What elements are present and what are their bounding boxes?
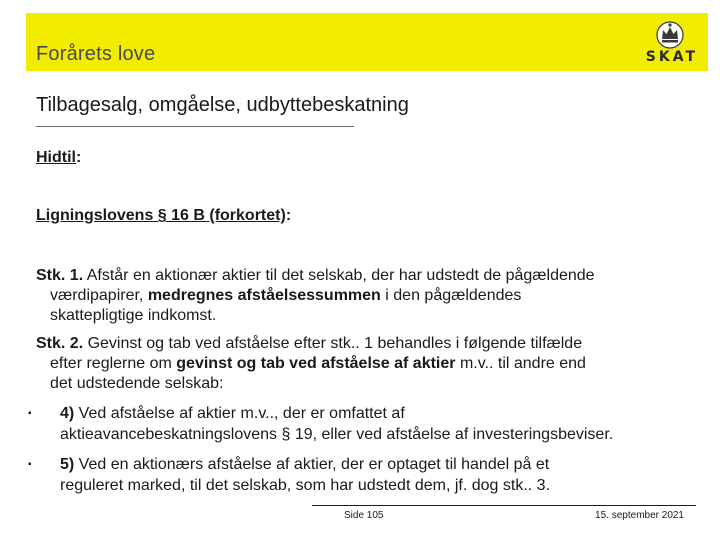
stk1-line-2: værdipapirer, medregnes afståelsessummen i den pågældendes	[50, 287, 522, 304]
stk2-line-3: det udstedende selskab:	[50, 375, 224, 392]
bullet-4-line-1: 4) Ved afståelse af aktier m.v.., der er omfattet af	[60, 405, 405, 422]
stk1-line-1: Stk. 1. Afstår en aktionær aktier til det selskab, der har udstedt de pågældende	[36, 267, 595, 284]
bullet-5-line-2: reguleret marked, til det selskab, som har udstedt dem, jf. dog stk.. 3.	[60, 477, 551, 494]
skat-logo	[626, 19, 698, 65]
stk2-line-1: Stk. 2. Gevinst og tab ved afståelse efter stk.. 1 behandles i følgende tilfælde	[36, 335, 583, 352]
bullet-5-line-1: 5) Ved en aktionærs afståelse af aktier, der er optaget til handel på et	[60, 456, 550, 473]
crown-icon	[656, 19, 684, 49]
bullet-dot-icon: ▪	[28, 408, 32, 419]
bullet-dot-icon: ▪	[28, 459, 32, 470]
title-banner	[26, 13, 708, 71]
footer-divider	[312, 505, 696, 506]
law-reference: Ligningslovens § 16 B (forkortet):	[36, 207, 292, 224]
stk2-line-2: efter reglerne om gevinst og tab ved afståelse af aktier m.v.. til andre end	[50, 355, 586, 372]
banner-title: Forårets love	[36, 43, 156, 65]
stk2-paragraph	[36, 334, 696, 394]
slide-heading	[36, 94, 409, 117]
stk1-paragraph	[36, 266, 696, 326]
hidtil-label: Hidtil:	[36, 149, 82, 166]
bullet-4-line-2: aktieavancebeskatningslovens § 19, eller ved afståelse af investeringsbeviser.	[60, 426, 614, 443]
logo-text: SKAT	[645, 49, 698, 65]
heading-part-2: , omgåelse, udbyttebeskatning	[137, 94, 409, 116]
heading-part-1: Tilbagesalg	[36, 94, 138, 116]
page-number: Side 105	[344, 510, 384, 521]
heading-underline	[36, 126, 354, 127]
stk1-line-3: skattepligtige indkomst.	[50, 307, 217, 324]
footer-date: 15. september 2021	[595, 510, 684, 521]
